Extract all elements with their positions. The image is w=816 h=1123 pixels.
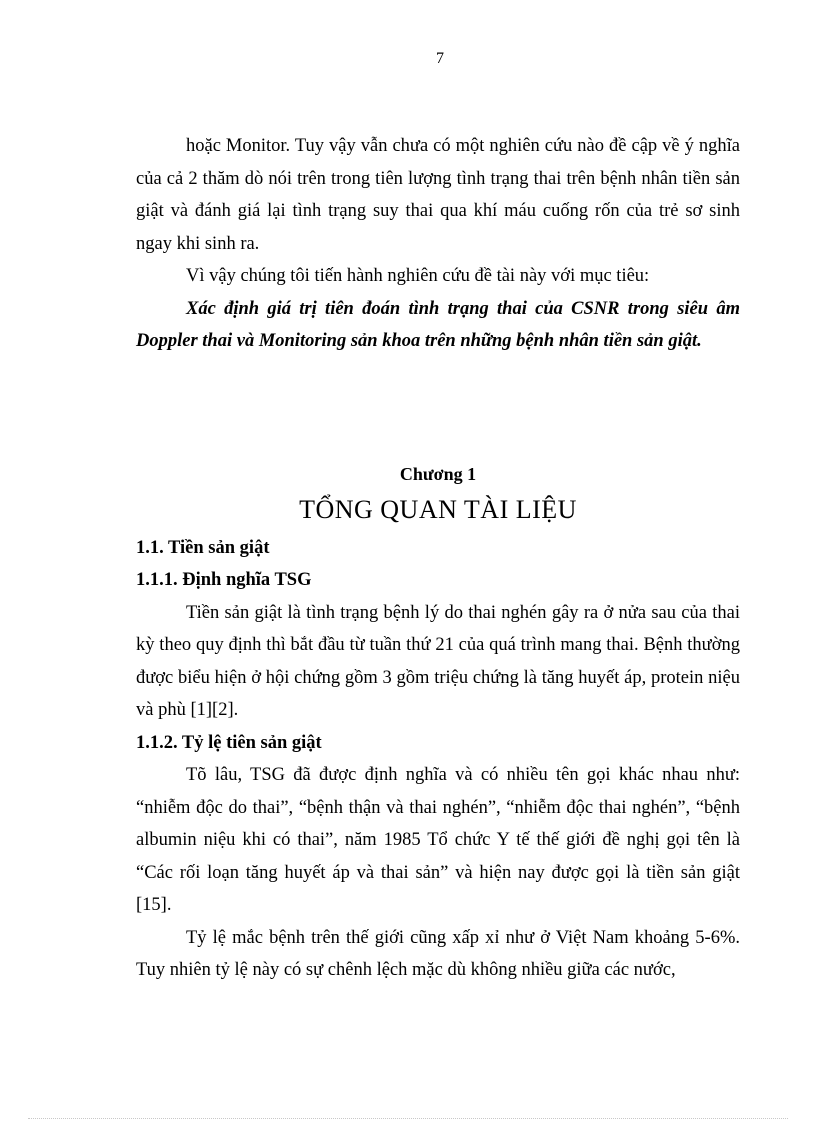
chapter-label: Chương 1: [399, 463, 477, 484]
page-number: 7: [436, 50, 444, 67]
page-bottom-divider: [28, 1118, 788, 1119]
incidence-paragraph: Tỷ lệ mắc bệnh trên thế giới cũng xấp xỉ như ở Việt Nam khoảng 5-6%. Tuy nhiên tỷ lệ này có sự chênh lệch mặc dù không nhiều giữa các nước,: [136, 927, 740, 980]
chapter-title: TỔNG QUAN TÀI LIỆU: [299, 494, 577, 524]
document-body: [136, 130, 740, 987]
history-paragraph: Tõ lâu, TSG đã được định nghĩa và có nhiều tên gọi khác nhau như: “nhiễm độc do thai”, “bệnh thận và thai nghén”, “nhiễm độc thai nghén”, “bệnh albumin niệu khi có thai”, năm 1985 Tổ chức Y tế thế giới đề nghị gọi tên là “Các rối loạn tăng huyết áp và thai sản” và hiện nay được gọi là tiền sản giật [15].: [136, 765, 740, 915]
objective-intro: Vì vậy chúng tôi tiến hành nghiên cứu đề tài này với mục tiêu:: [186, 266, 650, 286]
definition-paragraph: Tiền sản giật là tình trạng bệnh lý do thai nghén gây ra ở nửa sau của thai kỳ theo quy định thì bắt đầu từ tuần thứ 21 của quá trình mang thai. Bệnh thường được biểu hiện ở hội chứng gồm 3 gồm triệu chứng là tăng huyết áp, protein niệu và phù [1][2].: [136, 602, 740, 720]
section-heading-1-1-2: 1.1.2. Tỷ lệ tiên sản giật: [136, 732, 322, 753]
section-heading-1-1: 1.1. Tiền sản giật: [136, 537, 270, 558]
section-heading-1-1-1: 1.1.1. Định nghĩa TSG: [136, 570, 312, 590]
intro-paragraph: hoặc Monitor. Tuy vậy vẫn chưa có một nghiên cứu nào đề cập về ý nghĩa của cả 2 thăm dò nói trên trong tiên lượng tình trạng thai trên bệnh nhân tiền sản giật và đánh giá lại tình trạng suy thai qua khí máu cuống rốn của trẻ sơ sinh ngay khi sinh ra.: [136, 136, 740, 254]
research-objective: Xác định giá trị tiên đoán tình trạng thai của CSNR trong siêu âm Doppler thai và Monitoring sản khoa trên những bệnh nhân tiền sản giật.: [136, 298, 740, 351]
